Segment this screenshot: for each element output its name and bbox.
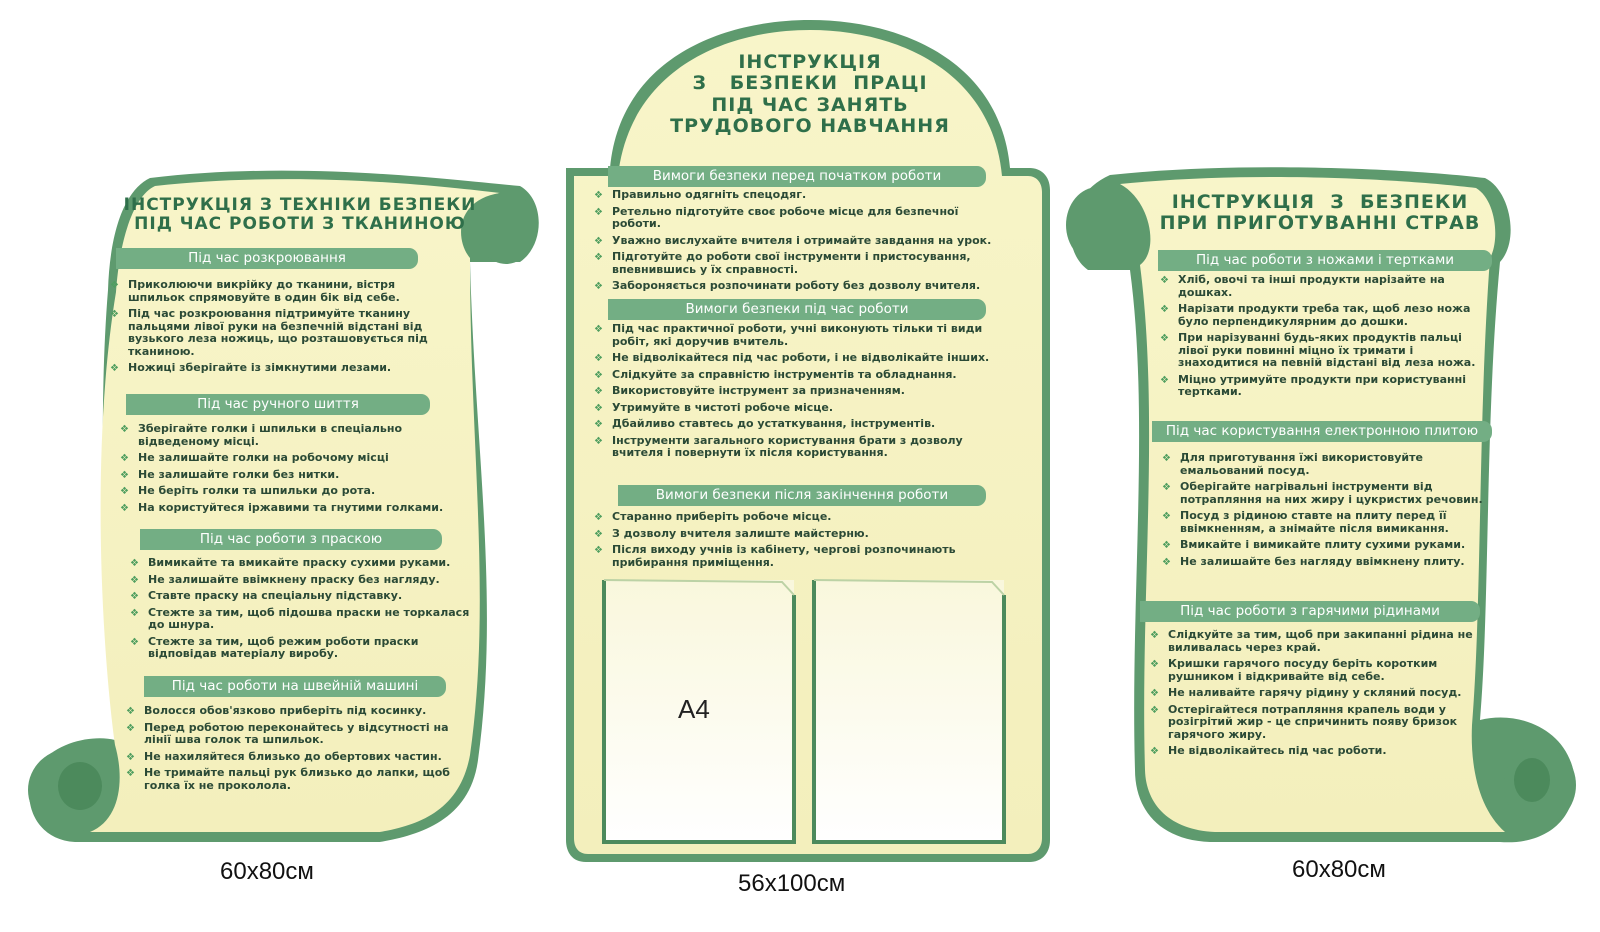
- bullet-icon: ❖: [594, 353, 603, 364]
- list-item: ❖ Забороняється розпочинати роботу без дозволу вчителя.: [594, 279, 981, 292]
- bullet-icon: ❖: [110, 309, 119, 320]
- list-item: ❖ Не залишайте ввімкнену праску без нагляду.: [130, 572, 440, 586]
- list-item: ❖ Не залишайте без нагляду ввімкнену плиту.: [1162, 554, 1465, 568]
- list-item: ❖ На користуйтеся іржавими та гнутими голками.: [120, 500, 444, 514]
- left-section-list: [126, 705, 462, 796]
- bullet-icon: ❖: [594, 402, 603, 414]
- bullet-icon: ❖: [130, 574, 139, 586]
- right-section-header: Під час користування електронною плитою: [1152, 421, 1492, 442]
- right-title: [1150, 192, 1490, 235]
- center-section-header: Вимоги безпеки перед початком роботи: [608, 166, 986, 187]
- list-item: ❖ Вмикайте і вимикайте плиту сухими руками.: [1162, 538, 1466, 551]
- list-item: ❖ Хліб, овочі та інші продукти нарізайте на дошках.: [1160, 273, 1445, 299]
- bullet-icon: ❖: [594, 281, 603, 292]
- center-section-header: Вимоги безпеки після закінчення роботи: [618, 485, 986, 506]
- bullet-icon: ❖: [594, 369, 603, 381]
- bullet-icon: ❖: [1150, 630, 1159, 641]
- bullet-icon: ❖: [120, 453, 129, 464]
- list-item: ❖ Зберігайте голки і шпильки в спеціально відведеному місці.: [120, 422, 402, 448]
- list-item: ❖ Волосся обов'язково приберіть під косинку.: [126, 704, 427, 717]
- list-item: ❖ Уважно вислухайте вчителя і отримайте завдання на урок.: [594, 233, 992, 247]
- list-item: ❖ Стежте за тим, щоб режим роботи праски відповідав матеріалу виробу.: [130, 634, 419, 660]
- bullet-icon: ❖: [594, 190, 603, 201]
- bullet-icon: ❖: [130, 636, 139, 648]
- list-item: ❖ Остерігайтеся потрапляння крапель води у розігрітий жир - це спричинить появу бризок гарячого жиру.: [1150, 702, 1458, 741]
- left-title-line: ПІД ЧАС РОБОТИ З ТКАНИНОЮ: [134, 214, 466, 235]
- bullet-icon: ❖: [594, 235, 603, 247]
- bullet-icon: ❖: [1162, 482, 1171, 493]
- bullet-icon: ❖: [1162, 540, 1171, 551]
- right-section-list: [1160, 274, 1490, 403]
- list-item: ❖ Утримуйте в чистоті робоче місце.: [594, 400, 834, 414]
- bullet-icon: ❖: [594, 324, 603, 335]
- list-item: ❖ Під час практичної роботи, учні виконують тільки ті види робіт, які доручив вчитель.: [594, 322, 983, 348]
- list-item: ❖ Для приготування їжі використовуйте емальований посуд.: [1162, 451, 1423, 477]
- list-item: ❖ Міцно утримуйте продукти при користуванні тертками.: [1160, 372, 1467, 398]
- right-section-list: [1162, 452, 1490, 572]
- bullet-icon: ❖: [594, 386, 603, 397]
- left-section-header: Під час роботи на швейній машині: [144, 676, 446, 697]
- list-item: ❖ Ставте праску на спеціальну підставку.: [130, 589, 403, 602]
- bullet-icon: ❖: [1150, 659, 1159, 670]
- list-item: ❖ Не беріть голки та шпильки до рота.: [120, 484, 376, 497]
- bullet-icon: ❖: [1162, 556, 1171, 568]
- center-title-line: ТРУДОВОГО НАВЧАННЯ: [670, 114, 950, 137]
- list-item: ❖ Ножиці зберігайте із зімкнутими лезами.: [110, 361, 392, 374]
- list-item: ❖ Оберігайте нагрівальні інструменти від потрапляння на них жиру і цукристих речовин.: [1162, 480, 1483, 506]
- center-title-line: З БЕЗПЕКИ ПРАЦІ: [692, 72, 928, 95]
- center-size-label: 56x100см: [738, 870, 846, 897]
- bullet-icon: ❖: [1162, 453, 1171, 464]
- bullet-icon: ❖: [126, 768, 135, 779]
- list-item: ❖ Не тримайте пальці рук близько до лапки, щоб голка їх не проколола.: [126, 766, 450, 792]
- list-item: ❖ Правильно одягніть спецодяг.: [594, 188, 807, 201]
- left-size-label: 60x80см: [220, 858, 314, 885]
- list-item: ❖ Кришки гарячого посуду беріть коротким рушником і відкривайте від себе.: [1150, 657, 1438, 683]
- bullet-icon: ❖: [110, 280, 119, 291]
- list-item: ❖ Ретельно підготуйте своє робоче місце для безпечної роботи.: [594, 204, 959, 230]
- center-section-list: [594, 189, 1004, 297]
- bullet-icon: ❖: [126, 751, 135, 763]
- list-item: ❖ Не відволікайтесь під час роботи.: [1150, 744, 1387, 757]
- list-item: ❖ Підготуйте до роботи свої інструменти і пристосування, впевнившись у їх справності.: [594, 250, 971, 276]
- list-item: ❖ Інструменти загального користування брати з дозволу вчителя і повернути їх після користування.: [594, 433, 963, 459]
- a4-pocket-label: А4: [678, 694, 710, 724]
- left-section-header: Під час розкроювання: [116, 248, 418, 269]
- list-item: ❖ Старанно приберіть робоче місце.: [594, 510, 832, 523]
- center-section-list: [594, 323, 1004, 464]
- bullet-icon: ❖: [120, 502, 129, 514]
- right-section-list: [1150, 629, 1486, 762]
- list-item: ❖ Не залишайте голки без нитки.: [120, 467, 340, 481]
- list-item: ❖ Слідкуйте за справністю інструментів та обладнання.: [594, 367, 957, 381]
- bullet-icon: ❖: [1150, 688, 1159, 699]
- bullet-icon: ❖: [594, 419, 603, 430]
- right-size-label: 60x80см: [1292, 856, 1386, 883]
- list-item: ❖ Приколюючи викрійку до тканини, вістря шпильок спрямовуйте в один бік від себе.: [110, 278, 400, 304]
- list-item: ❖ Не залишайте голки на робочому місці: [120, 451, 389, 464]
- left-title: [120, 196, 480, 234]
- bullet-icon: ❖: [594, 528, 603, 540]
- bullet-icon: ❖: [594, 512, 603, 523]
- list-item: ❖ Вимикайте та вмикайте праску сухими руками.: [130, 556, 451, 569]
- bullet-icon: ❖: [130, 607, 139, 619]
- list-item: ❖ Посуд з рідиною ставте на плиту перед її ввімкненням, а знімайте після вимикання.: [1162, 509, 1449, 535]
- list-item: ❖ Перед роботою переконайтесь у відсутності на лінії шва голок та шпильок.: [126, 720, 449, 746]
- bullet-icon: ❖: [120, 486, 129, 497]
- bullet-icon: ❖: [130, 591, 139, 602]
- right-section-header: Під час роботи з ножами і тертками: [1158, 250, 1492, 271]
- right-title-line: ПРИ ПРИГОТУВАННІ СТРАВ: [1159, 212, 1481, 235]
- center-title: [640, 52, 980, 137]
- list-item: ❖ При нарізуванні будь-яких продуктів пальці лівої руки повинні міцно їх тримати і знаходитися на певній відстані від леза ножа.: [1160, 331, 1476, 369]
- bullet-icon: ❖: [1150, 704, 1159, 716]
- left-section-list: [110, 279, 454, 379]
- center-section-header: Вимоги безпеки під час роботи: [608, 299, 986, 320]
- bullet-icon: ❖: [130, 558, 139, 569]
- bullet-icon: ❖: [120, 424, 129, 435]
- center-title-line: ІНСТРУКЦІЯ: [738, 51, 882, 73]
- left-section-list: [130, 557, 470, 665]
- bullet-icon: ❖: [1160, 333, 1169, 344]
- bullet-icon: ❖: [594, 435, 603, 447]
- bullet-icon: ❖: [120, 469, 129, 481]
- bullet-icon: ❖: [1160, 374, 1169, 386]
- list-item: ❖ Не наливайте гарячу рідину у скляний посуд.: [1150, 686, 1462, 699]
- bullet-icon: ❖: [594, 206, 603, 218]
- bullet-icon: ❖: [1150, 746, 1159, 757]
- list-item: ❖ Використовуйте інструмент за призначенням.: [594, 384, 905, 397]
- bullet-icon: ❖: [126, 722, 135, 734]
- list-item: ❖ Не відволікайтеся під час роботи, і не відволікайте інших.: [594, 351, 990, 364]
- bullet-icon: ❖: [594, 252, 603, 263]
- list-item: ❖ Після виходу учнів із кабінету, чергові розпочинають прибирання приміщення.: [594, 543, 956, 569]
- center-title-line: ПІД ЧАС ЗАНЯТЬ: [711, 93, 909, 116]
- center-section-list: [594, 511, 1004, 573]
- left-section-header: Під час роботи з праскою: [140, 529, 442, 550]
- left-section-header: Під час ручного шиття: [126, 394, 430, 415]
- list-item: ❖ Слідкуйте за тим, щоб при закипанні рідина не виливалась через край.: [1150, 628, 1473, 654]
- list-item: ❖ Стежте за тим, щоб підошва праски не торкалася до шнура.: [130, 605, 470, 631]
- left-title-line: ІНСТРУКЦІЯ З ТЕХНІКИ БЕЗПЕКИ: [123, 195, 477, 215]
- list-item: ❖ Під час розкроювання підтримуйте тканину пальцями лівої руки на безпечній відстані від вузького леза ножиць, що розташовується під тканиною.: [110, 307, 428, 358]
- bullet-icon: ❖: [126, 706, 135, 717]
- list-item: ❖ Нарізати продукти треба так, щоб лезо ножа було перпендикулярним до дошки.: [1160, 302, 1471, 328]
- list-item: ❖ Не нахиляйтеся близько до обертових частин.: [126, 749, 442, 763]
- bullet-icon: ❖: [1162, 511, 1171, 522]
- bullet-icon: ❖: [110, 363, 119, 374]
- bullet-icon: ❖: [594, 545, 603, 556]
- bullet-icon: ❖: [1160, 304, 1169, 315]
- bullet-icon: ❖: [1160, 275, 1169, 286]
- list-item: ❖ Дбайливо ставтесь до устаткування, інструментів.: [594, 417, 936, 430]
- list-item: ❖ З дозволу вчителя залиште майстерню.: [594, 526, 869, 540]
- left-section-list: [120, 423, 464, 518]
- right-title-line: ІНСТРУКЦІЯ З БЕЗПЕКИ: [1171, 191, 1469, 213]
- right-section-header: Під час роботи з гарячими рідинами: [1140, 601, 1480, 622]
